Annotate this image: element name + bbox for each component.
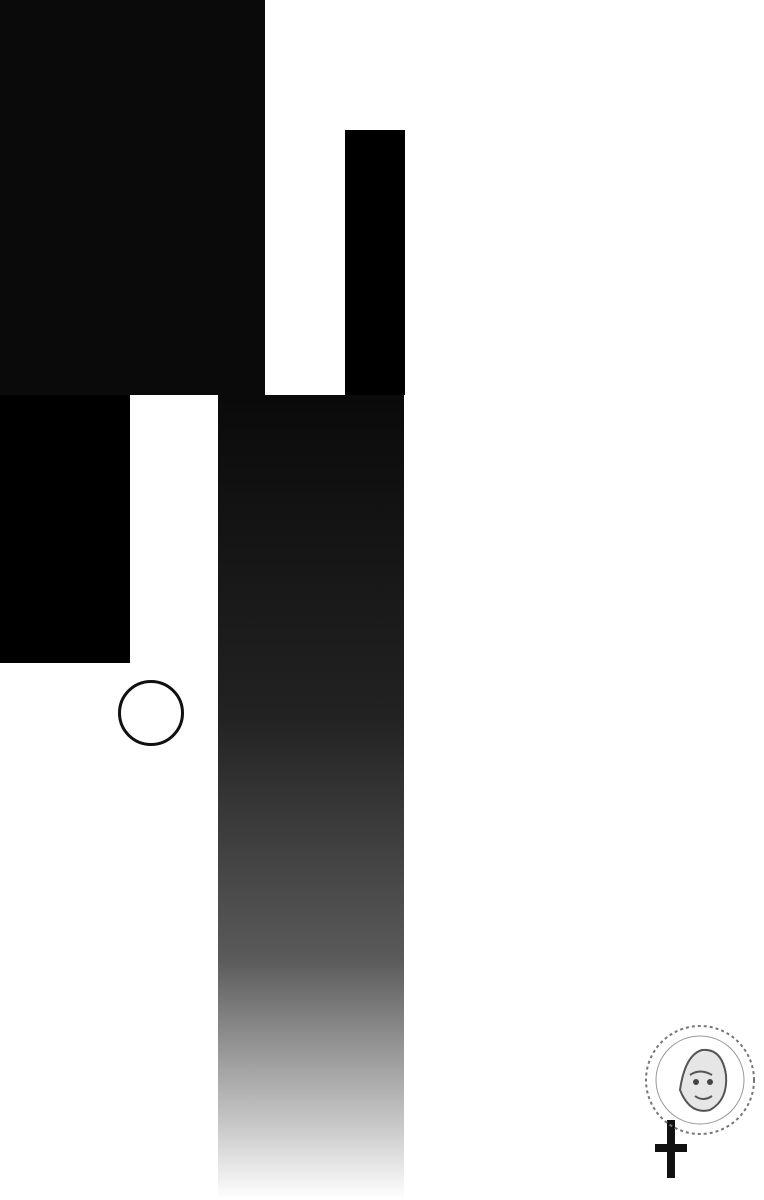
fireworks-burst-bottom <box>218 395 404 1200</box>
fireworks-burst-top <box>0 0 265 395</box>
scanlation-stamp-icon <box>640 1020 760 1140</box>
fireworks-image-bottom <box>218 395 404 1200</box>
title-block-inochi <box>345 130 405 395</box>
title-block-jinsei <box>130 395 218 663</box>
title-block-kimito <box>265 130 345 395</box>
fireworks-image-top <box>0 0 265 395</box>
volume-number <box>118 680 184 746</box>
title-block-yume <box>0 395 130 663</box>
